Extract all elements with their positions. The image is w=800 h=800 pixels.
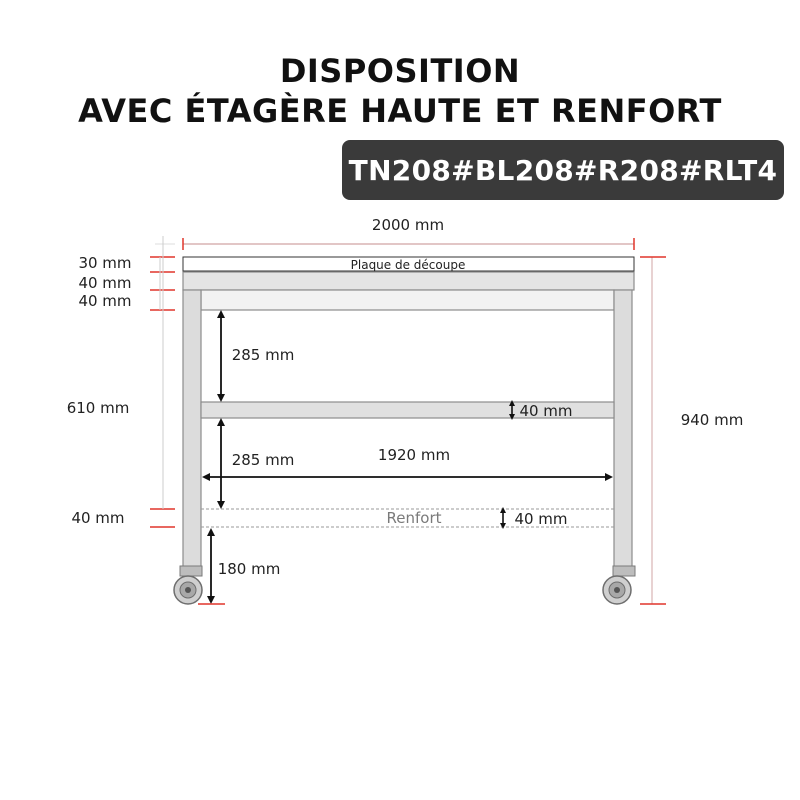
- shelf-thickness-label: 40 mm: [519, 402, 573, 420]
- brace-left-label: 40 mm: [71, 509, 125, 527]
- right-caster: [603, 566, 635, 604]
- title-line-2: AVEC ÉTAGÈRE HAUTE ET RENFORT: [78, 92, 722, 126]
- width-dimension: [155, 216, 634, 250]
- cutting-board-label: Plaque de découpe: [350, 258, 466, 272]
- product-code-badge: TN208#BL208#R208#RLT4: [342, 140, 784, 200]
- top-rail: [201, 290, 614, 310]
- lower-gap-label: 285 mm: [231, 451, 295, 469]
- brace-thickness-label: 40 mm: [514, 510, 568, 528]
- top-40a-label: 40 mm: [78, 274, 132, 292]
- top-40b-label: 40 mm: [78, 292, 132, 310]
- leg-clearance-label: 180 mm: [217, 560, 281, 578]
- left-610-label: 610 mm: [66, 399, 130, 417]
- title-line-1: DISPOSITION: [279, 52, 521, 90]
- top-30-label: 30 mm: [78, 254, 132, 272]
- worktop: [183, 272, 634, 290]
- height-total-label: 940 mm: [680, 411, 744, 429]
- right-leg: [614, 290, 632, 568]
- width-total-label: 2000 mm: [371, 216, 445, 234]
- brace-label: Renfort: [386, 509, 442, 527]
- left-caster: [174, 566, 202, 604]
- height-dimension: [640, 257, 666, 604]
- left-leg: [183, 290, 201, 568]
- inner-width-label: 1920 mm: [377, 446, 451, 464]
- upper-gap-label: 285 mm: [231, 346, 295, 364]
